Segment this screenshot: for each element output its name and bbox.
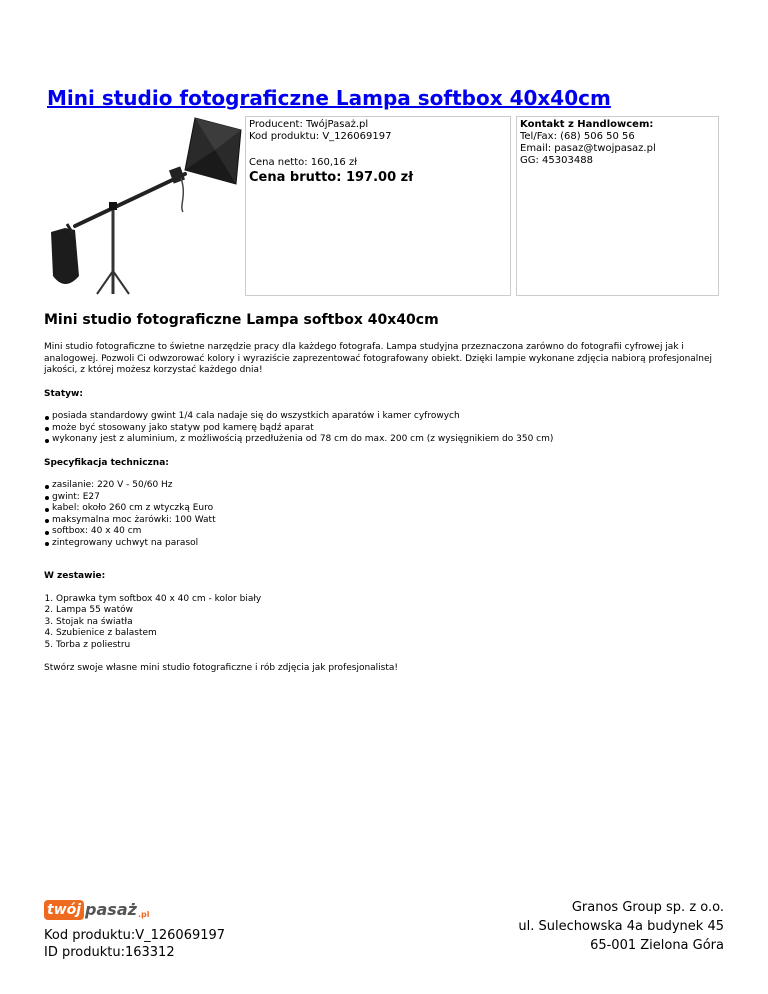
set-title: W zestawie: [44, 571, 106, 581]
spec-title: Specyfikacja techniczna: [44, 457, 169, 468]
list-item: kabel: około 260 cm z wtyczką Euro [44, 503, 734, 515]
list-item: 1. Oprawka tym softbox 40 x 40 cm - kolor biały [56, 594, 734, 606]
list-item: zintegrowany uchwyt na parasol [44, 538, 734, 550]
list-item: 3. Stojak na światła [56, 617, 734, 629]
net-price: Cena netto: 160,16 zł [249, 157, 358, 168]
list-item: gwint: E27 [44, 492, 734, 504]
set-list [44, 594, 734, 652]
logo-main: twój [44, 900, 84, 920]
list-item: 2. Lampa 55 watów [56, 605, 734, 617]
statyw-list [44, 411, 734, 446]
footer-left [44, 898, 225, 961]
list-item: wykonany jest z aluminium, z możliwością przedłużenia od 78 cm do max. 200 cm (z wysięgnikiem do 350 cm) [44, 434, 734, 446]
product-image [45, 116, 243, 296]
list-item: softbox: 40 x 40 cm [44, 526, 734, 538]
list-item: maksymalna moc żarówki: 100 Watt [44, 515, 734, 527]
statyw-title: Statyw: [44, 388, 83, 399]
contact-gg: GG: 45303488 [520, 155, 593, 166]
product-description [44, 312, 734, 675]
footer-product-code: Kod produktu:V_126069197 [44, 928, 226, 943]
price-info-box [245, 116, 511, 296]
description-intro: Mini studio fotograficzne to świetne narzędzie pracy dla każdego fotografa. Lampa studyjna przeznaczona zarówno do fotografii cyfrowej jak i analogowej. Pozwoli Ci odwzorować kolory i wyraziście zaprezentować fotografowany obiekt. Dzięki lampie wykonane zdjęcia nabiorą profesjonalnej jakości, z której możesz korzystać każdego dnia! [44, 342, 713, 375]
gross-price: Cena brutto: 197.00 zł [249, 170, 414, 185]
closing-text: Stwórz swoje własne mini studio fotograficzne i rób zdjęcia jak profesjonalista! [44, 663, 399, 673]
company-address [464, 898, 724, 955]
list-item: 4. Szubienice z balastem [56, 628, 734, 640]
list-item: posiada standardowy gwint 1/4 cala nadaje się do wszystkich aparatów i kamer cyfrowych [44, 411, 734, 423]
contact-box [516, 116, 719, 296]
footer-product-id: ID produktu:163312 [44, 945, 175, 960]
product-title-link[interactable]: Mini studio fotograficzne Lampa softbox 40x40cm [47, 86, 611, 110]
company-city: 65-001 Zielona Góra [590, 938, 724, 953]
twojpasaz-logo [44, 898, 225, 920]
contact-email: Email: pasaz@twojpasaz.pl [520, 143, 656, 154]
product-code-text: Kod produktu: V_126069197 [249, 131, 392, 142]
logo-tld: .pl [137, 910, 150, 919]
list-item: może być stosowany jako statyw pod kamerę bądź aparat [44, 423, 734, 435]
description-heading: Mini studio fotograficzne Lampa softbox 40x40cm [44, 312, 439, 328]
company-name: Granos Group sp. z o.o. [571, 900, 724, 915]
logo-rest: pasaż [85, 900, 137, 919]
company-street: ul. Sulechowska 4a budynek 45 [518, 919, 724, 934]
producer-text: Producent: TwójPasaż.pl [249, 119, 369, 130]
list-item: zasilanie: 220 V - 50/60 Hz [44, 480, 734, 492]
contact-phone: Tel/Fax: (68) 506 50 56 [520, 131, 635, 142]
list-item: 5. Torba z poliestru [56, 640, 734, 652]
spec-list [44, 480, 734, 549]
contact-title: Kontakt z Handlowcem: [520, 119, 654, 130]
